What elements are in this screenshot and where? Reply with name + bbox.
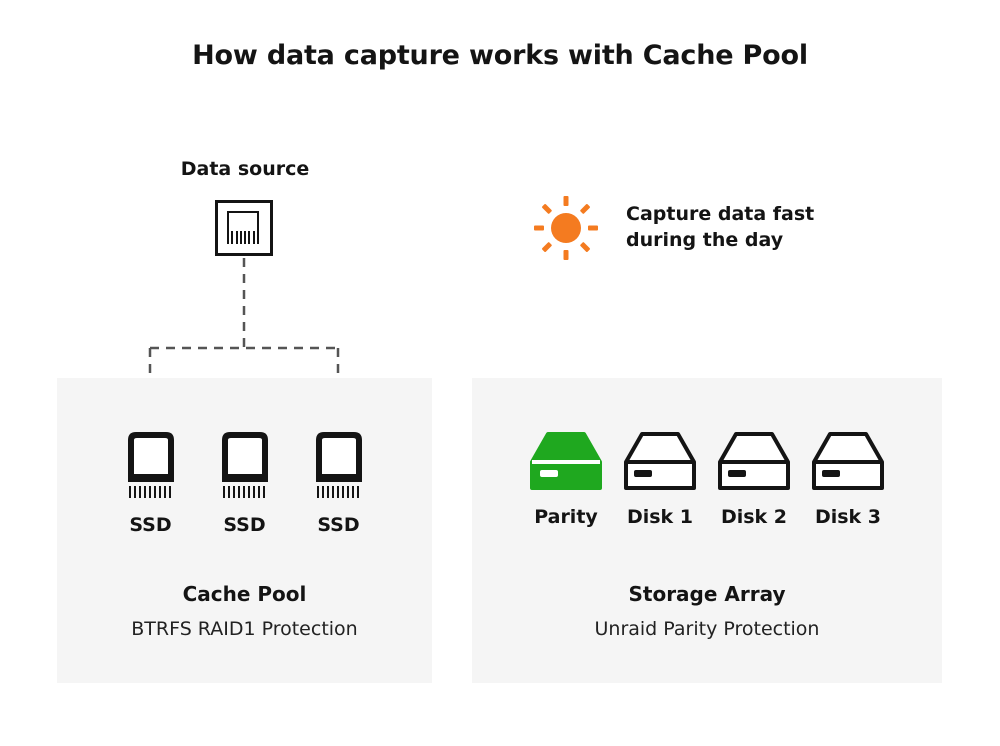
array-device-label: Disk 1 xyxy=(626,506,694,528)
array-device-disk-3 xyxy=(801,428,895,528)
daytime-caption-line1: Capture data fast xyxy=(626,203,815,225)
cache-pool-title: Cache Pool xyxy=(182,582,307,606)
storage-array-subtitle: Unraid Parity Protection xyxy=(594,618,820,640)
cache-device-ssd-3 xyxy=(292,428,386,536)
ssd-icon xyxy=(120,428,182,502)
cache-device-ssd-1 xyxy=(104,428,198,536)
daytime-caption-line2: during the day xyxy=(626,229,784,251)
data-source-label: Data source xyxy=(180,158,310,180)
array-device-disk-2 xyxy=(707,428,801,528)
cache-device-label: SSD xyxy=(223,514,266,536)
array-device-label: Parity xyxy=(534,506,598,528)
cache-device-ssd-2 xyxy=(198,428,292,536)
ssd-icon xyxy=(214,428,276,502)
array-device-parity xyxy=(519,428,613,528)
ssd-icon xyxy=(308,428,370,502)
array-device-label: Disk 3 xyxy=(814,506,882,528)
ethernet-port-teeth xyxy=(227,231,259,244)
ethernet-port-inner xyxy=(227,211,259,231)
cache-pool-device-row xyxy=(57,428,432,536)
cache-pool-panel xyxy=(57,378,432,683)
disk-icon xyxy=(716,428,792,494)
ethernet-port-icon xyxy=(215,200,273,256)
cache-device-label: SSD xyxy=(317,514,360,536)
cache-pool-subtitle: BTRFS RAID1 Protection xyxy=(131,618,358,640)
storage-array-device-row xyxy=(472,428,942,528)
disk-icon xyxy=(528,428,604,494)
disk-icon xyxy=(622,428,698,494)
sun-icon xyxy=(534,196,598,260)
page-title: How data capture works with Cache Pool xyxy=(192,40,808,71)
cache-device-label: SSD xyxy=(129,514,172,536)
storage-array-title: Storage Array xyxy=(628,582,786,606)
storage-array-panel xyxy=(472,378,942,683)
disk-icon xyxy=(810,428,886,494)
daytime-caption xyxy=(626,201,926,253)
array-device-label: Disk 2 xyxy=(720,506,788,528)
array-device-disk-1 xyxy=(613,428,707,528)
